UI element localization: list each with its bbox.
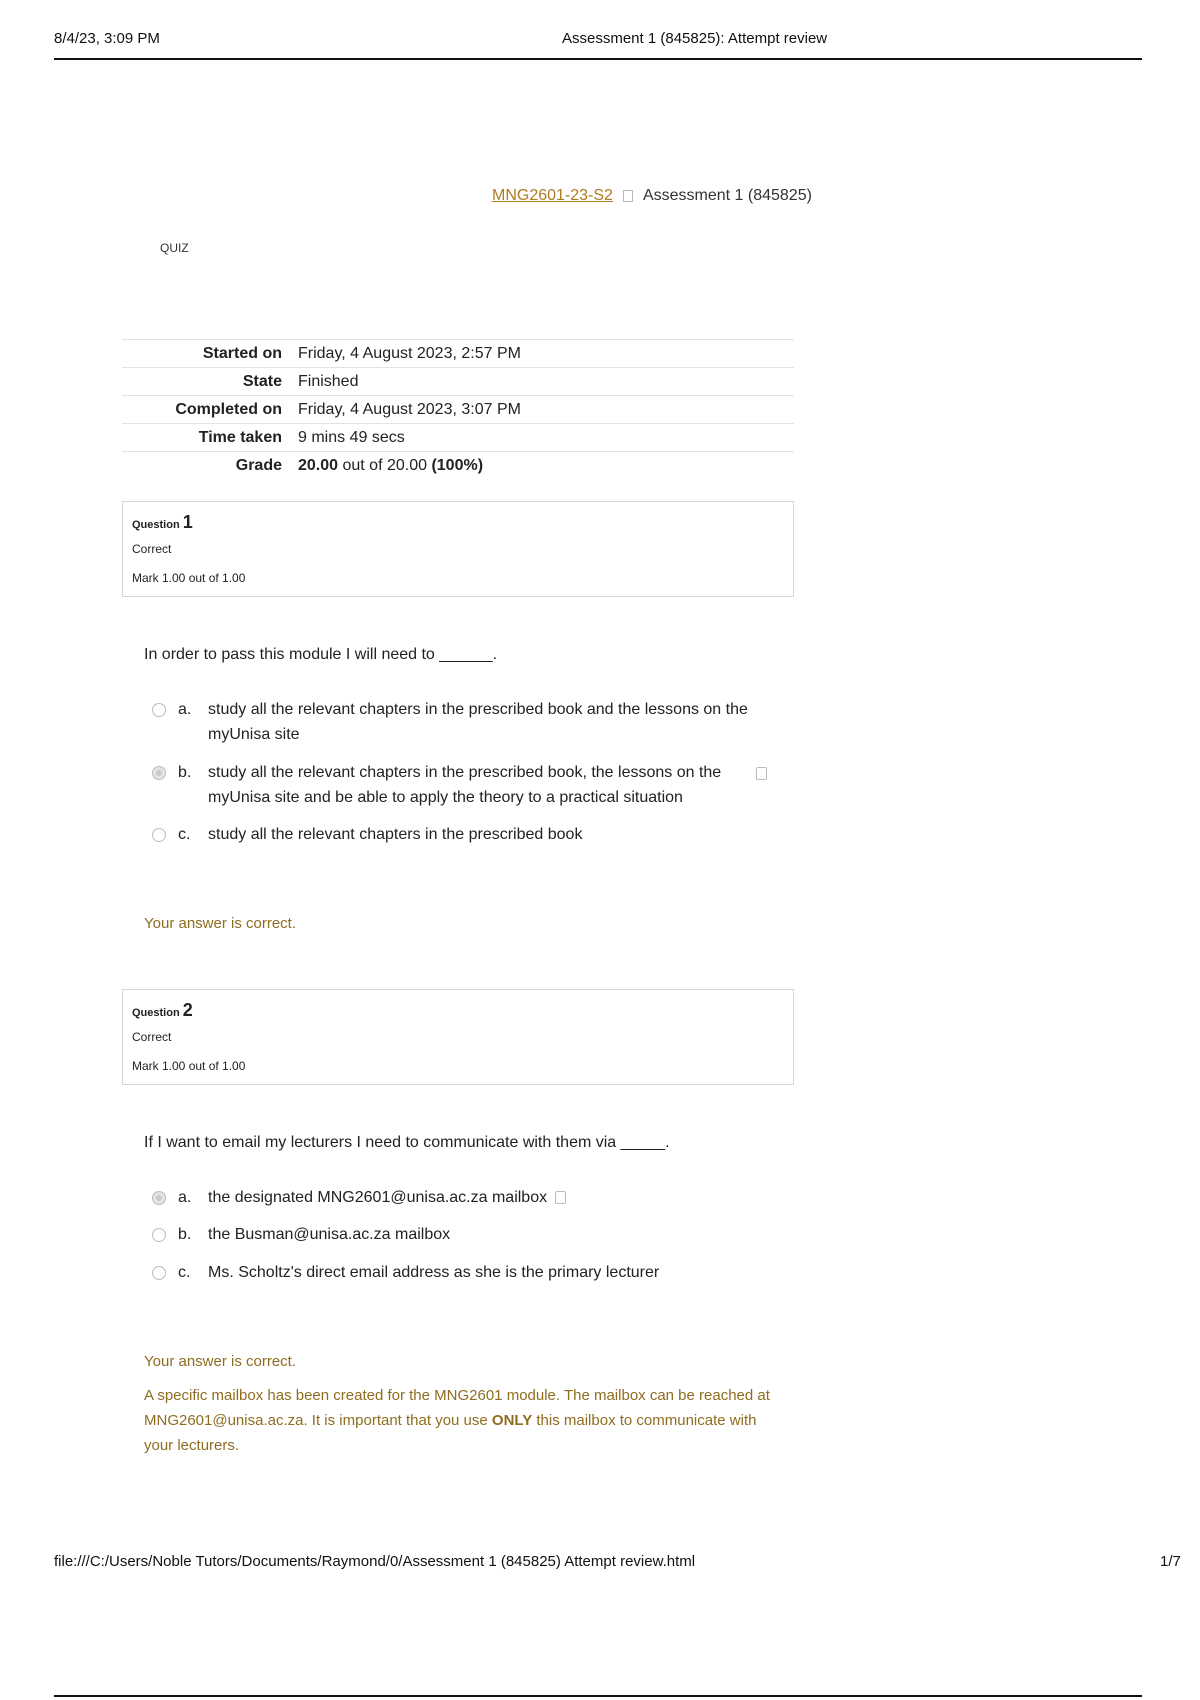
question-text: If I want to email my lecturers I need to communicate with them via _____. [144,1134,670,1151]
answer-text [208,1185,748,1210]
question-info-box [122,989,794,1085]
breadcrumb [492,187,812,205]
correct-mark-icon [756,767,767,780]
summary-row-started [122,340,794,368]
grade-out-of: out of 20.00 [338,456,432,474]
summary-label: Completed on [122,396,298,424]
radio-button[interactable] [152,828,166,842]
summary-row-completed [122,396,794,424]
breadcrumb-course-link[interactable]: MNG2601-23-S2 [492,187,613,204]
breadcrumb-separator-icon [623,190,633,202]
answer-option-a[interactable] [152,1185,762,1211]
answer-text: the Busman@unisa.ac.za mailbox [208,1226,451,1243]
question-label: Question [132,1007,180,1019]
summary-label: Grade [122,452,298,480]
answer-letter: a. [178,701,192,718]
answer-letter: c. [178,1264,191,1281]
general-feedback-text: A specific mailbox has been created for the MNG2601 module. The mailbox can be reached at MNG2601@unisa.ac.za. It is important that you use [144,1387,770,1429]
radio-button[interactable] [152,703,166,717]
answer-feedback: Your answer is correct. [144,1353,297,1370]
summary-value: 9 mins 49 secs [298,424,794,452]
question-text: In order to pass this module I will need to ______. [144,646,498,663]
attempt-summary-table [122,339,794,479]
answer-letter: b. [178,1226,192,1243]
print-date: 8/4/23, 3:09 PM [54,30,160,47]
answer-letter: c. [178,826,191,843]
grade-percent: (100%) [431,456,484,474]
general-feedback-text-end: this mailbox to communicate with your lecturers. [144,1412,757,1454]
answer-option-a[interactable] [152,697,762,747]
answer-option-c[interactable] [152,822,762,848]
answer-letter: a. [178,1189,192,1206]
breadcrumb-current: Assessment 1 (845825) [642,187,812,204]
summary-value: Friday, 4 August 2023, 3:07 PM [298,396,794,424]
summary-label: Started on [122,340,298,368]
summary-grade-value [298,452,794,480]
summary-row-state [122,368,794,396]
radio-button-selected[interactable] [152,766,166,780]
general-feedback [144,1383,784,1458]
page-divider [54,1695,1142,1697]
answer-text: Ms. Scholtz's direct email address as she is the primary lecturer [208,1264,660,1281]
radio-button[interactable] [152,1266,166,1280]
print-footer-page-number: 1/7 [1160,1553,1181,1570]
summary-row-grade [122,452,794,480]
summary-value: Friday, 4 August 2023, 2:57 PM [298,340,794,368]
summary-label: Time taken [122,424,298,452]
answer-feedback: Your answer is correct. [144,915,297,932]
print-footer-path: file:///C:/Users/Noble Tutors/Documents/Raymond/0/Assessment 1 (845825) Attempt review.html [54,1553,696,1570]
grade-score: 20.00 [298,456,339,474]
answer-option-b[interactable] [152,1222,762,1248]
question-mark: Mark 1.00 out of 1.00 [132,571,246,585]
question-mark: Mark 1.00 out of 1.00 [132,1059,246,1073]
summary-label: State [122,368,298,396]
question-num: 1 [182,512,193,532]
summary-value: Finished [298,368,794,396]
answer-option-b[interactable] [152,760,762,810]
question-info-box [122,501,794,597]
question-state: Correct [132,542,172,556]
summary-row-time-taken [122,424,794,452]
answer-text: study all the relevant chapters in the prescribed book and the lessons on the myUnisa site [208,701,748,743]
radio-button-selected[interactable] [152,1191,166,1205]
question-num: 2 [182,1000,193,1020]
answer-letter: b. [178,764,192,781]
question-number [132,1000,193,1021]
quiz-label: QUIZ [160,241,189,255]
question-label: Question [132,519,180,531]
answer-text: study all the relevant chapters in the prescribed book, the lessons on the myUnisa site and be able to apply the theory to a practical situation [208,764,722,806]
answer-text: study all the relevant chapters in the prescribed book [208,826,583,843]
general-feedback-emphasis: ONLY [491,1412,533,1429]
radio-button[interactable] [152,1228,166,1242]
print-title: Assessment 1 (845825): Attempt review [562,30,828,47]
answer-text-value: the designated MNG2601@unisa.ac.za mailbox [208,1189,548,1206]
question-number [132,512,193,533]
answer-option-c[interactable] [152,1260,762,1286]
question-state: Correct [132,1030,172,1044]
print-header [54,30,1142,60]
correct-mark-icon [555,1191,566,1204]
